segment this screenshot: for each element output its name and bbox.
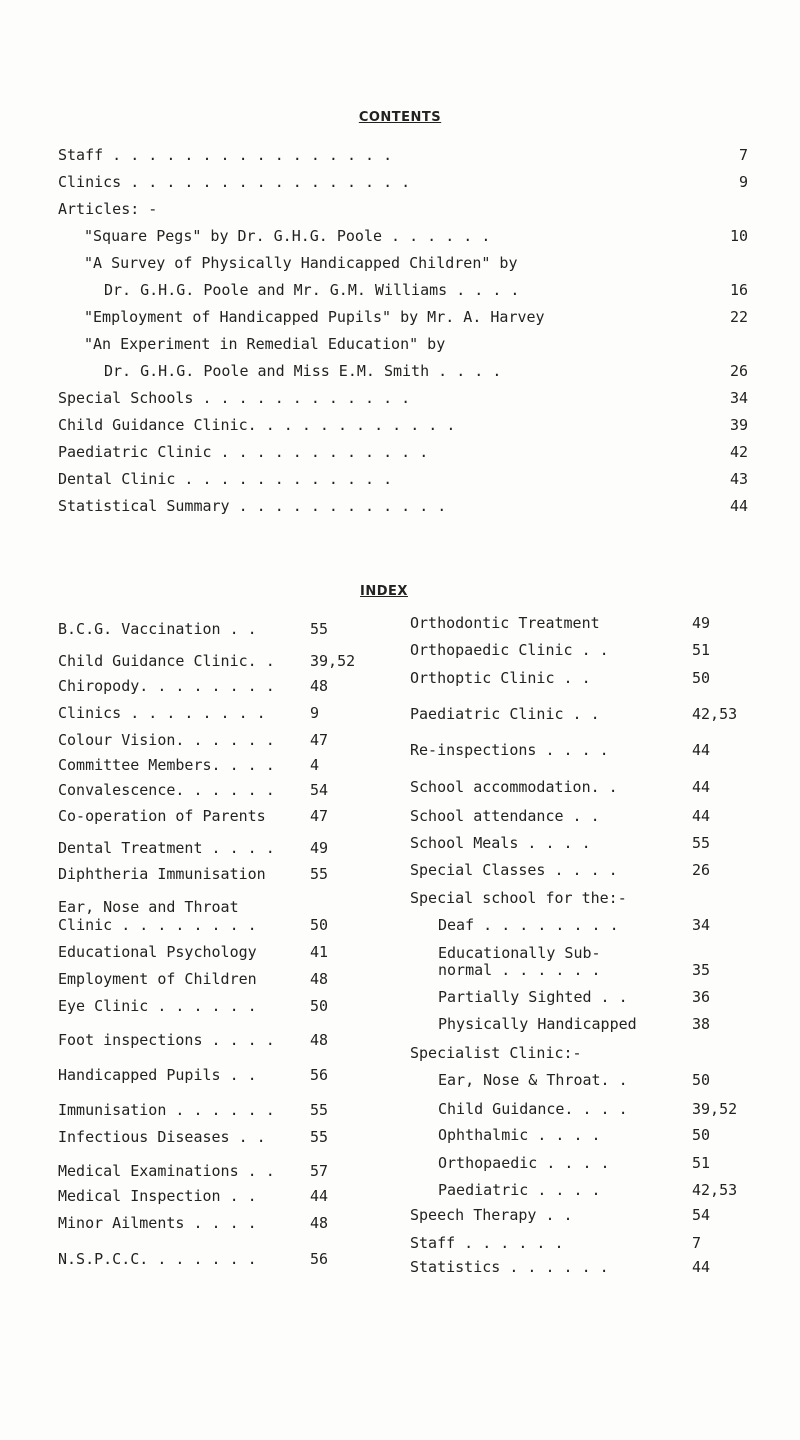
index-entry [410,778,750,800]
entry-label: Paediatric Clinic . . . . . . . . . . . . [58,443,429,461]
index-heading: INDEX [360,584,408,599]
index-entry-label: Orthoptic Clinic . . [410,669,591,687]
index-entry-label: Diphtheria Immunisation [58,865,266,883]
index-entry-label: Orthopaedic . . . . [438,1154,610,1172]
contents-entry [58,146,748,173]
entry-label: Dental Clinic . . . . . . . . . . . . [58,470,393,488]
entry-label: Staff . . . . . . . . . . . . . . . . [58,146,393,164]
index-entry-page: 9 [310,704,320,722]
contents-entry [58,173,748,200]
index-entry [410,1206,750,1228]
entry-label: Special Schools . . . . . . . . . . . . [58,389,411,407]
index-entry-page: 48 [310,970,329,988]
index-entry [410,1015,750,1037]
index-entry [410,1071,750,1093]
contents-entry [58,227,748,254]
index-entry-label: Chiropody. . . . . . . . [58,677,275,695]
index-entry-label: Ear, Nose and Throat [58,898,239,916]
index-entry-label: Minor Ailments . . . . [58,1214,257,1232]
index-entry-page: 47 [310,807,329,825]
contents-entry [58,308,748,335]
contents-entry [58,416,748,443]
index-entry-page: 55 [310,620,329,638]
index-entry-page: 54 [310,781,329,799]
index-entry-page: 55 [692,834,711,852]
index-entry-page: 48 [310,677,329,695]
index-entry-label: B.C.G. Vaccination . . [58,620,257,638]
index-entry-label: Employment of Children [58,970,257,988]
contents-entry [58,281,748,308]
index-entry [410,1044,750,1066]
index-entry [58,997,388,1019]
index-entry-page: 47 [310,731,329,749]
index-entry-label: Handicapped Pupils . . [58,1066,257,1084]
index-entry [410,1234,750,1256]
index-entry [58,1250,388,1272]
entry-page: 39 [729,416,748,434]
index-entry [58,1187,388,1209]
index-entry-label: Paediatric Clinic . . [410,705,600,723]
index-entry [410,861,750,883]
entry-page: 22 [729,308,748,326]
index-entry-page: 51 [692,641,711,659]
index-entry [58,1128,388,1150]
index-entry [410,834,750,856]
entry-page: 7 [738,146,748,164]
index-entry-page: 4 [310,756,320,774]
entry-page: 34 [729,389,748,407]
index-entry [410,705,750,727]
index-entry [58,1101,388,1123]
contents-entry [58,497,748,524]
entry-label: Child Guidance Clinic. . . . . . . . . . . . [58,416,456,434]
index-entry-page: 41 [310,943,329,961]
index-entry-page: 44 [692,807,711,825]
index-entry-page: 48 [310,1214,329,1232]
index-entry-page: 57 [310,1162,329,1180]
index-entry-label: Physically Handicapped [438,1015,637,1033]
index-entry-label: normal . . . . . . [438,961,601,979]
index-entry [410,916,750,938]
index-entry-page: 55 [310,865,329,883]
entry-label: Statistical Summary . . . . . . . . . . . . [58,497,447,515]
index-entry [410,641,750,663]
index-entry-label: Clinic . . . . . . . . [58,916,257,934]
index-entry [410,669,750,691]
index-entry-page: 44 [692,1258,711,1276]
contents-entry [58,335,748,362]
contents-entry [58,200,748,227]
index-entry-label: Specialist Clinic:- [410,1044,582,1062]
index-entry-label: Ear, Nose & Throat. . [438,1071,628,1089]
entry-page: 10 [729,227,748,245]
index-entry-page: 49 [692,614,711,632]
index-entry-page: 44 [310,1187,329,1205]
index-entry-label: Colour Vision. . . . . . [58,731,275,749]
index-entry [58,652,388,674]
index-entry-label: School accommodation. . [410,778,618,796]
index-entry-page: 36 [692,988,711,1006]
index-entry-label: Child Guidance. . . . [438,1100,628,1118]
index-entry-label: Paediatric . . . . [438,1181,601,1199]
entry-page: 26 [729,362,748,380]
index-entry-label: Dental Treatment . . . . [58,839,275,857]
index-entry [58,839,388,861]
entry-page: 9 [738,173,748,191]
index-entry [58,620,388,642]
index-entry-label: Clinics . . . . . . . . [58,704,266,722]
index-entry-label: Special Classes . . . . [410,861,618,879]
index-entry-page: 44 [692,741,711,759]
index-entry-label: Deaf . . . . . . . . [438,916,619,934]
entry-label: "An Experiment in Remedial Education" by [84,335,446,353]
index-entry-page: 55 [310,1128,329,1146]
index-entry [58,1162,388,1184]
index-entry [58,1031,388,1053]
contents-entry [58,389,748,416]
index-entry-label: Staff . . . . . . [410,1234,564,1252]
index-entry-label: School Meals . . . . [410,834,591,852]
index-entry [410,741,750,763]
index-entry-label: Infectious Diseases . . [58,1128,266,1146]
index-entry-page: 56 [310,1066,329,1084]
index-entry-page: 51 [692,1154,711,1172]
index-entry-label: Eye Clinic . . . . . . [58,997,257,1015]
index-entry [410,1154,750,1176]
index-entry [58,677,388,699]
entry-page: 42 [729,443,748,461]
entry-label: "A Survey of Physically Handicapped Children" by [84,254,518,272]
contents-entry [58,362,748,389]
index-entry-page: 34 [692,916,711,934]
index-entry-page: 42,53 [692,1181,738,1199]
index-entry [410,614,750,636]
index-entry-page: 42,53 [692,705,738,723]
entry-label: Dr. G.H.G. Poole and Miss E.M. Smith . . . . [104,362,502,380]
entry-page: 43 [729,470,748,488]
entry-page: 16 [729,281,748,299]
index-entry-page: 56 [310,1250,329,1268]
index-entry-label: Educationally Sub- [438,944,601,962]
index-entry-page: 48 [310,1031,329,1049]
index-entry-label: Partially Sighted . . [438,988,628,1006]
contents-entry [58,443,748,470]
index-entry-page: 50 [692,669,711,687]
index-entry [410,961,750,983]
index-entry-page: 39,52 [692,1100,738,1118]
index-entry-label: Co-operation of Parents [58,807,266,825]
index-entry-label: Special school for the:- [410,889,627,907]
index-entry-page: 38 [692,1015,711,1033]
index-entry-label: Convalescence. . . . . . [58,781,275,799]
contents-entry [58,470,748,497]
index-entry-page: 49 [310,839,329,857]
index-entry-page: 50 [692,1126,711,1144]
index-entry [58,756,388,778]
index-entry-page: 50 [692,1071,711,1089]
entry-label: "Employment of Handicapped Pupils" by Mr. A. Harvey [84,308,545,326]
index-entry-page: 26 [692,861,711,879]
index-entry [410,1181,750,1203]
index-entry [58,704,388,726]
index-entry-label: Re-inspections . . . . [410,741,609,759]
index-entry-page: 39,52 [310,652,356,670]
index-entry-label: School attendance . . [410,807,600,825]
index-entry [410,807,750,829]
index-entry [410,1126,750,1148]
index-entry-label: Medical Inspection . . [58,1187,257,1205]
entry-label: Articles: - [58,200,158,218]
contents-heading: CONTENTS [358,110,442,125]
index-entry-label: Orthodontic Treatment [410,614,600,632]
index-entry [410,1258,750,1280]
index-entry-page: 35 [692,961,711,979]
index-entry [410,1100,750,1122]
index-entry [58,807,388,829]
index-entry-page: 44 [692,778,711,796]
index-entry [410,889,750,911]
contents-entry [58,254,748,281]
index-entry-label: Statistics . . . . . . [410,1258,609,1276]
index-entry [410,988,750,1010]
index-entry-page: 50 [310,997,329,1015]
index-entry-label: N.S.P.C.C. . . . . . . [58,1250,257,1268]
index-entry [58,970,388,992]
index-entry [58,731,388,753]
index-entry-page: 55 [310,1101,329,1119]
index-entry [58,865,388,887]
index-entry-label: Committee Members. . . . [58,756,275,774]
entry-label: Dr. G.H.G. Poole and Mr. G.M. Williams . . . . [104,281,520,299]
entry-label: Clinics . . . . . . . . . . . . . . . . [58,173,411,191]
index-entry-label: Child Guidance Clinic. . [58,652,275,670]
index-entry-label: Foot inspections . . . . [58,1031,275,1049]
index-entry [58,916,388,938]
index-entry [58,781,388,803]
index-entry [58,943,388,965]
entry-label: "Square Pegs" by Dr. G.H.G. Poole . . . . . . [84,227,491,245]
index-entry-label: Ophthalmic . . . . [438,1126,601,1144]
index-entry-label: Immunisation . . . . . . [58,1101,275,1119]
index-entry-label: Speech Therapy . . [410,1206,573,1224]
index-entry-page: 7 [692,1234,702,1252]
index-entry-label: Orthopaedic Clinic . . [410,641,609,659]
index-entry-label: Medical Examinations . . [58,1162,275,1180]
entry-page: 44 [729,497,748,515]
index-entry-page: 50 [310,916,329,934]
index-entry [58,1214,388,1236]
contents-list [58,146,748,524]
index-entry-label: Educational Psychology [58,943,257,961]
index-entry-page: 54 [692,1206,711,1224]
index-entry [58,1066,388,1088]
